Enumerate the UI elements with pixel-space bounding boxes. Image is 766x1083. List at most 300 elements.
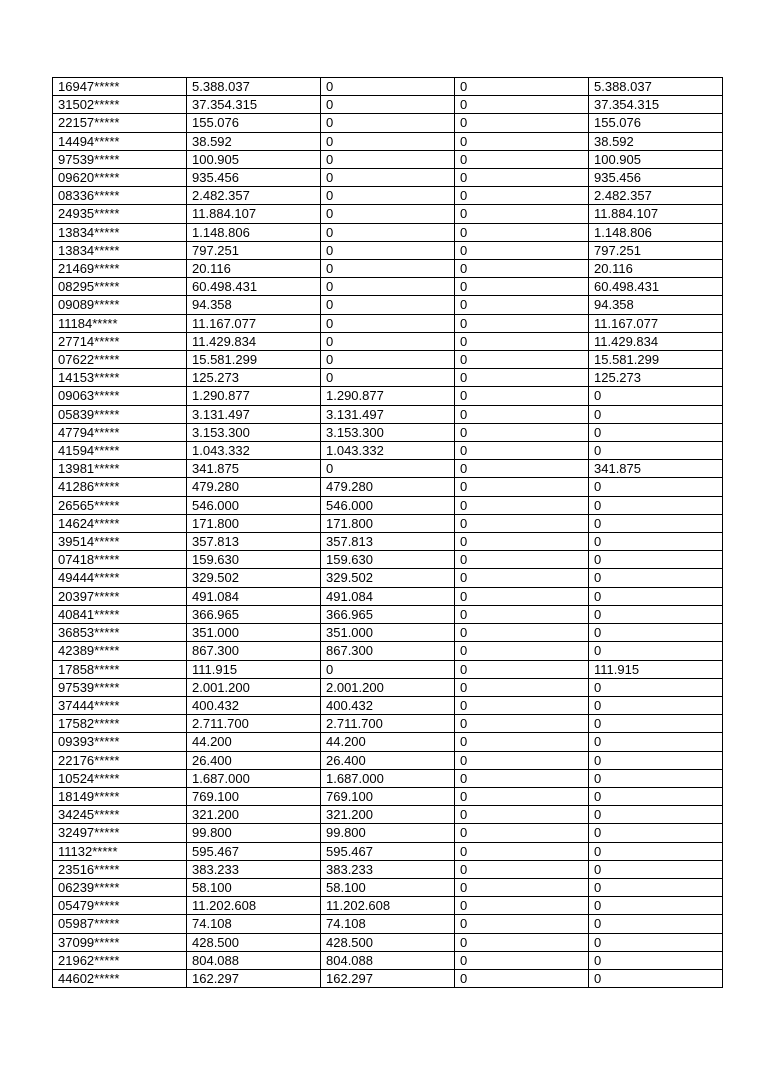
col4-cell: 0 <box>455 241 589 259</box>
id-cell: 22157***** <box>53 114 187 132</box>
id-cell: 49444***** <box>53 569 187 587</box>
data-table <box>52 77 723 988</box>
col3-cell: 1.043.332 <box>321 442 455 460</box>
id-cell: 14624***** <box>53 514 187 532</box>
id-cell: 32497***** <box>53 824 187 842</box>
total-cell: 1.043.332 <box>187 442 321 460</box>
col5-cell: 0 <box>589 442 723 460</box>
col3-cell: 0 <box>321 223 455 241</box>
table-row <box>53 314 723 332</box>
col4-cell: 0 <box>455 332 589 350</box>
col4-cell: 0 <box>455 460 589 478</box>
col3-cell: 0 <box>321 78 455 96</box>
total-cell: 2.001.200 <box>187 678 321 696</box>
total-cell: 341.875 <box>187 460 321 478</box>
col4-cell: 0 <box>455 878 589 896</box>
col3-cell: 357.813 <box>321 533 455 551</box>
col4-cell: 0 <box>455 78 589 96</box>
total-cell: 479.280 <box>187 478 321 496</box>
col5-cell: 0 <box>589 860 723 878</box>
table-row <box>53 296 723 314</box>
col3-cell: 99.800 <box>321 824 455 842</box>
col3-cell: 0 <box>321 332 455 350</box>
col3-cell: 366.965 <box>321 605 455 623</box>
total-cell: 15.581.299 <box>187 351 321 369</box>
col5-cell: 0 <box>589 824 723 842</box>
col4-cell: 0 <box>455 132 589 150</box>
col4-cell: 0 <box>455 933 589 951</box>
col4-cell: 0 <box>455 787 589 805</box>
col5-cell: 0 <box>589 897 723 915</box>
col5-cell: 0 <box>589 405 723 423</box>
col4-cell: 0 <box>455 733 589 751</box>
col3-cell: 804.088 <box>321 951 455 969</box>
col4-cell: 0 <box>455 806 589 824</box>
col3-cell: 2.001.200 <box>321 678 455 696</box>
col3-cell: 428.500 <box>321 933 455 951</box>
col5-cell: 2.482.357 <box>589 187 723 205</box>
id-cell: 39514***** <box>53 533 187 551</box>
id-cell: 05987***** <box>53 915 187 933</box>
col3-cell: 491.084 <box>321 587 455 605</box>
col4-cell: 0 <box>455 351 589 369</box>
id-cell: 22176***** <box>53 751 187 769</box>
col4-cell: 0 <box>455 296 589 314</box>
id-cell: 21962***** <box>53 951 187 969</box>
col3-cell: 74.108 <box>321 915 455 933</box>
col4-cell: 0 <box>455 496 589 514</box>
total-cell: 400.432 <box>187 696 321 714</box>
col4-cell: 0 <box>455 842 589 860</box>
total-cell: 11.202.608 <box>187 897 321 915</box>
total-cell: 111.915 <box>187 660 321 678</box>
table-body <box>53 78 723 988</box>
total-cell: 44.200 <box>187 733 321 751</box>
total-cell: 3.131.497 <box>187 405 321 423</box>
col4-cell: 0 <box>455 150 589 168</box>
col4-cell: 0 <box>455 624 589 642</box>
col3-cell: 171.800 <box>321 514 455 532</box>
col3-cell: 0 <box>321 241 455 259</box>
id-cell: 26565***** <box>53 496 187 514</box>
total-cell: 74.108 <box>187 915 321 933</box>
col5-cell: 11.884.107 <box>589 205 723 223</box>
total-cell: 11.167.077 <box>187 314 321 332</box>
col5-cell: 0 <box>589 569 723 587</box>
col5-cell: 15.581.299 <box>589 351 723 369</box>
col4-cell: 0 <box>455 405 589 423</box>
col3-cell: 595.467 <box>321 842 455 860</box>
total-cell: 1.148.806 <box>187 223 321 241</box>
col3-cell: 58.100 <box>321 878 455 896</box>
id-cell: 18149***** <box>53 787 187 805</box>
col3-cell: 546.000 <box>321 496 455 514</box>
col3-cell: 0 <box>321 150 455 168</box>
id-cell: 44602***** <box>53 969 187 987</box>
col3-cell: 44.200 <box>321 733 455 751</box>
total-cell: 935.456 <box>187 169 321 187</box>
col3-cell: 0 <box>321 96 455 114</box>
col5-cell: 0 <box>589 587 723 605</box>
table-row <box>53 624 723 642</box>
total-cell: 1.290.877 <box>187 387 321 405</box>
total-cell: 491.084 <box>187 587 321 605</box>
id-cell: 05839***** <box>53 405 187 423</box>
table-row <box>53 205 723 223</box>
id-cell: 13981***** <box>53 460 187 478</box>
col3-cell: 3.153.300 <box>321 423 455 441</box>
table-row <box>53 860 723 878</box>
col4-cell: 0 <box>455 169 589 187</box>
table-row <box>53 806 723 824</box>
col3-cell: 0 <box>321 351 455 369</box>
table-row <box>53 587 723 605</box>
col3-cell: 0 <box>321 296 455 314</box>
table-row <box>53 405 723 423</box>
col5-cell: 0 <box>589 514 723 532</box>
table-row <box>53 442 723 460</box>
total-cell: 11.884.107 <box>187 205 321 223</box>
col5-cell: 0 <box>589 387 723 405</box>
total-cell: 3.153.300 <box>187 423 321 441</box>
table-row <box>53 114 723 132</box>
total-cell: 155.076 <box>187 114 321 132</box>
col4-cell: 0 <box>455 442 589 460</box>
col4-cell: 0 <box>455 969 589 987</box>
col5-cell: 11.429.834 <box>589 332 723 350</box>
table-row <box>53 660 723 678</box>
col3-cell: 0 <box>321 460 455 478</box>
total-cell: 383.233 <box>187 860 321 878</box>
total-cell: 58.100 <box>187 878 321 896</box>
col3-cell: 2.711.700 <box>321 715 455 733</box>
col5-cell: 11.167.077 <box>589 314 723 332</box>
total-cell: 99.800 <box>187 824 321 842</box>
col5-cell: 0 <box>589 969 723 987</box>
id-cell: 31502***** <box>53 96 187 114</box>
col5-cell: 0 <box>589 533 723 551</box>
id-cell: 14494***** <box>53 132 187 150</box>
col5-cell: 341.875 <box>589 460 723 478</box>
col5-cell: 0 <box>589 715 723 733</box>
col5-cell: 0 <box>589 787 723 805</box>
table-row <box>53 369 723 387</box>
id-cell: 40841***** <box>53 605 187 623</box>
col5-cell: 0 <box>589 915 723 933</box>
table-row <box>53 478 723 496</box>
col3-cell: 0 <box>321 169 455 187</box>
col5-cell: 0 <box>589 423 723 441</box>
id-cell: 34245***** <box>53 806 187 824</box>
total-cell: 428.500 <box>187 933 321 951</box>
col4-cell: 0 <box>455 387 589 405</box>
col3-cell: 0 <box>321 187 455 205</box>
table-row <box>53 769 723 787</box>
table-row <box>53 569 723 587</box>
col5-cell: 0 <box>589 733 723 751</box>
total-cell: 60.498.431 <box>187 278 321 296</box>
col3-cell: 0 <box>321 260 455 278</box>
table-row <box>53 96 723 114</box>
col5-cell: 935.456 <box>589 169 723 187</box>
col4-cell: 0 <box>455 751 589 769</box>
id-cell: 41286***** <box>53 478 187 496</box>
id-cell: 97539***** <box>53 678 187 696</box>
table-row <box>53 387 723 405</box>
col5-cell: 0 <box>589 496 723 514</box>
id-cell: 08336***** <box>53 187 187 205</box>
table-row <box>53 460 723 478</box>
col5-cell: 37.354.315 <box>589 96 723 114</box>
col4-cell: 0 <box>455 551 589 569</box>
total-cell: 159.630 <box>187 551 321 569</box>
id-cell: 27714***** <box>53 332 187 350</box>
id-cell: 16947***** <box>53 78 187 96</box>
table-row <box>53 678 723 696</box>
id-cell: 17582***** <box>53 715 187 733</box>
table-row <box>53 878 723 896</box>
table-row <box>53 933 723 951</box>
col4-cell: 0 <box>455 678 589 696</box>
total-cell: 162.297 <box>187 969 321 987</box>
col4-cell: 0 <box>455 278 589 296</box>
id-cell: 23516***** <box>53 860 187 878</box>
total-cell: 37.354.315 <box>187 96 321 114</box>
col4-cell: 0 <box>455 569 589 587</box>
id-cell: 09063***** <box>53 387 187 405</box>
total-cell: 2.711.700 <box>187 715 321 733</box>
table-row <box>53 696 723 714</box>
id-cell: 14153***** <box>53 369 187 387</box>
col4-cell: 0 <box>455 642 589 660</box>
col3-cell: 159.630 <box>321 551 455 569</box>
table-row <box>53 278 723 296</box>
table-row <box>53 351 723 369</box>
id-cell: 17858***** <box>53 660 187 678</box>
id-cell: 42389***** <box>53 642 187 660</box>
col4-cell: 0 <box>455 860 589 878</box>
id-cell: 36853***** <box>53 624 187 642</box>
total-cell: 329.502 <box>187 569 321 587</box>
col3-cell: 329.502 <box>321 569 455 587</box>
col3-cell: 1.687.000 <box>321 769 455 787</box>
col5-cell: 0 <box>589 678 723 696</box>
id-cell: 41594***** <box>53 442 187 460</box>
total-cell: 351.000 <box>187 624 321 642</box>
col4-cell: 0 <box>455 587 589 605</box>
col5-cell: 38.592 <box>589 132 723 150</box>
table-row <box>53 169 723 187</box>
table-row <box>53 150 723 168</box>
table-row <box>53 605 723 623</box>
total-cell: 2.482.357 <box>187 187 321 205</box>
total-cell: 5.388.037 <box>187 78 321 96</box>
table-row <box>53 969 723 987</box>
id-cell: 10524***** <box>53 769 187 787</box>
table-row <box>53 642 723 660</box>
id-cell: 11132***** <box>53 842 187 860</box>
col3-cell: 400.432 <box>321 696 455 714</box>
table-row <box>53 787 723 805</box>
table-row <box>53 78 723 96</box>
col3-cell: 162.297 <box>321 969 455 987</box>
table-row <box>53 187 723 205</box>
table-row <box>53 533 723 551</box>
col4-cell: 0 <box>455 605 589 623</box>
col5-cell: 0 <box>589 842 723 860</box>
col3-cell: 321.200 <box>321 806 455 824</box>
table-row <box>53 715 723 733</box>
col3-cell: 351.000 <box>321 624 455 642</box>
total-cell: 804.088 <box>187 951 321 969</box>
col5-cell: 100.905 <box>589 150 723 168</box>
col3-cell: 11.202.608 <box>321 897 455 915</box>
total-cell: 94.358 <box>187 296 321 314</box>
col4-cell: 0 <box>455 514 589 532</box>
col4-cell: 0 <box>455 660 589 678</box>
col5-cell: 0 <box>589 478 723 496</box>
id-cell: 07622***** <box>53 351 187 369</box>
id-cell: 09620***** <box>53 169 187 187</box>
total-cell: 171.800 <box>187 514 321 532</box>
table-row <box>53 514 723 532</box>
id-cell: 37444***** <box>53 696 187 714</box>
total-cell: 38.592 <box>187 132 321 150</box>
table-row <box>53 897 723 915</box>
table-row <box>53 260 723 278</box>
col4-cell: 0 <box>455 769 589 787</box>
col5-cell: 20.116 <box>589 260 723 278</box>
col4-cell: 0 <box>455 187 589 205</box>
col4-cell: 0 <box>455 223 589 241</box>
total-cell: 867.300 <box>187 642 321 660</box>
col4-cell: 0 <box>455 314 589 332</box>
table-row <box>53 223 723 241</box>
col5-cell: 0 <box>589 951 723 969</box>
total-cell: 357.813 <box>187 533 321 551</box>
total-cell: 366.965 <box>187 605 321 623</box>
total-cell: 546.000 <box>187 496 321 514</box>
col3-cell: 769.100 <box>321 787 455 805</box>
id-cell: 08295***** <box>53 278 187 296</box>
col3-cell: 0 <box>321 132 455 150</box>
id-cell: 20397***** <box>53 587 187 605</box>
table-row <box>53 733 723 751</box>
col3-cell: 0 <box>321 205 455 223</box>
col3-cell: 479.280 <box>321 478 455 496</box>
col5-cell: 125.273 <box>589 369 723 387</box>
col5-cell: 0 <box>589 806 723 824</box>
col5-cell: 1.148.806 <box>589 223 723 241</box>
id-cell: 11184***** <box>53 314 187 332</box>
table-row <box>53 751 723 769</box>
col5-cell: 797.251 <box>589 241 723 259</box>
table-row <box>53 132 723 150</box>
col4-cell: 0 <box>455 915 589 933</box>
col5-cell: 0 <box>589 878 723 896</box>
col4-cell: 0 <box>455 369 589 387</box>
table-row <box>53 951 723 969</box>
table-row <box>53 824 723 842</box>
col4-cell: 0 <box>455 478 589 496</box>
col3-cell: 0 <box>321 114 455 132</box>
table-row <box>53 241 723 259</box>
table-row <box>53 551 723 569</box>
col5-cell: 60.498.431 <box>589 278 723 296</box>
col5-cell: 0 <box>589 642 723 660</box>
col5-cell: 0 <box>589 551 723 569</box>
id-cell: 13834***** <box>53 223 187 241</box>
table-row <box>53 496 723 514</box>
id-cell: 06239***** <box>53 878 187 896</box>
id-cell: 05479***** <box>53 897 187 915</box>
id-cell: 09089***** <box>53 296 187 314</box>
col5-cell: 94.358 <box>589 296 723 314</box>
id-cell: 37099***** <box>53 933 187 951</box>
col4-cell: 0 <box>455 114 589 132</box>
col3-cell: 0 <box>321 660 455 678</box>
total-cell: 11.429.834 <box>187 332 321 350</box>
col3-cell: 1.290.877 <box>321 387 455 405</box>
col4-cell: 0 <box>455 533 589 551</box>
id-cell: 07418***** <box>53 551 187 569</box>
table-row <box>53 423 723 441</box>
col3-cell: 383.233 <box>321 860 455 878</box>
col3-cell: 0 <box>321 278 455 296</box>
total-cell: 797.251 <box>187 241 321 259</box>
col3-cell: 867.300 <box>321 642 455 660</box>
col4-cell: 0 <box>455 96 589 114</box>
col4-cell: 0 <box>455 951 589 969</box>
col3-cell: 0 <box>321 369 455 387</box>
total-cell: 769.100 <box>187 787 321 805</box>
col4-cell: 0 <box>455 715 589 733</box>
col5-cell: 155.076 <box>589 114 723 132</box>
col4-cell: 0 <box>455 897 589 915</box>
table-row <box>53 915 723 933</box>
col4-cell: 0 <box>455 824 589 842</box>
col4-cell: 0 <box>455 423 589 441</box>
col3-cell: 3.131.497 <box>321 405 455 423</box>
id-cell: 13834***** <box>53 241 187 259</box>
col4-cell: 0 <box>455 205 589 223</box>
total-cell: 20.116 <box>187 260 321 278</box>
col5-cell: 111.915 <box>589 660 723 678</box>
id-cell: 09393***** <box>53 733 187 751</box>
col5-cell: 0 <box>589 605 723 623</box>
total-cell: 125.273 <box>187 369 321 387</box>
col4-cell: 0 <box>455 260 589 278</box>
total-cell: 26.400 <box>187 751 321 769</box>
id-cell: 97539***** <box>53 150 187 168</box>
total-cell: 1.687.000 <box>187 769 321 787</box>
col4-cell: 0 <box>455 696 589 714</box>
total-cell: 321.200 <box>187 806 321 824</box>
col5-cell: 5.388.037 <box>589 78 723 96</box>
id-cell: 47794***** <box>53 423 187 441</box>
total-cell: 100.905 <box>187 150 321 168</box>
col3-cell: 26.400 <box>321 751 455 769</box>
col5-cell: 0 <box>589 696 723 714</box>
col5-cell: 0 <box>589 933 723 951</box>
col5-cell: 0 <box>589 769 723 787</box>
id-cell: 24935***** <box>53 205 187 223</box>
col5-cell: 0 <box>589 751 723 769</box>
table-row <box>53 332 723 350</box>
col3-cell: 0 <box>321 314 455 332</box>
total-cell: 595.467 <box>187 842 321 860</box>
col5-cell: 0 <box>589 624 723 642</box>
